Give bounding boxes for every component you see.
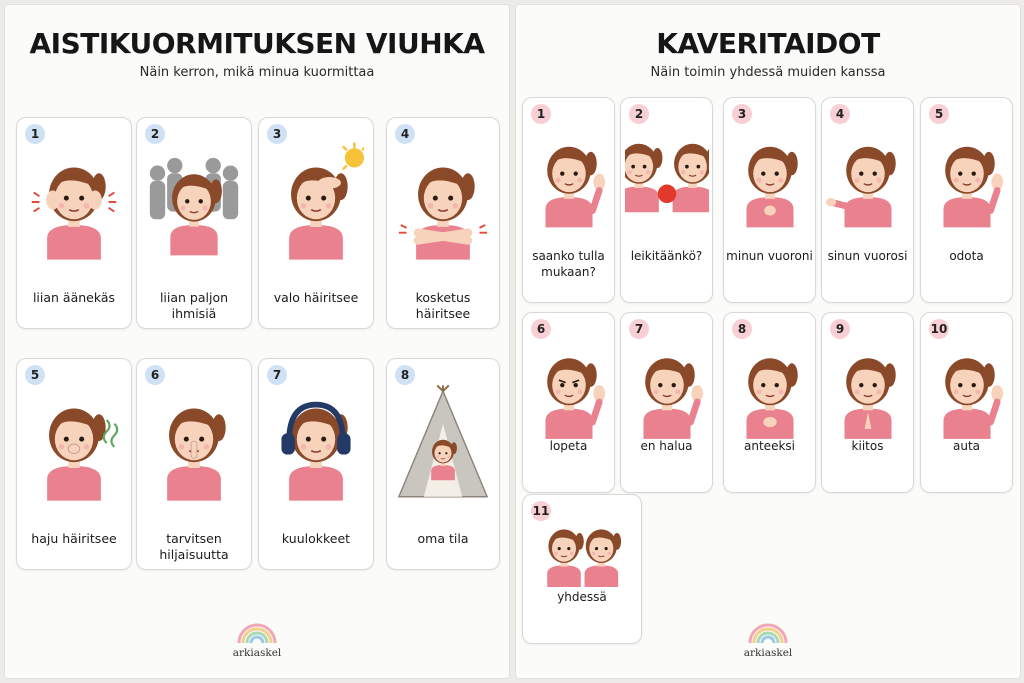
hands-over-ears-icon	[26, 142, 122, 262]
wave-icon	[527, 118, 611, 236]
tent-icon	[395, 383, 491, 503]
card-label: odota	[949, 249, 984, 263]
card-number: 5	[25, 365, 45, 385]
card-number: 9	[830, 319, 850, 339]
smell-icon	[26, 383, 122, 503]
card-number: 4	[830, 104, 850, 124]
poster-title: AISTIKUORMITUKSEN VIUHKA	[29, 27, 485, 60]
card-label: lopeta	[549, 439, 588, 453]
picture-card	[386, 358, 500, 570]
card-number: 7	[267, 365, 287, 385]
card-label: sinun vuorosi	[827, 249, 908, 263]
sorry-icon	[728, 333, 812, 444]
rainbow-icon	[746, 619, 790, 645]
card-number: 5	[929, 104, 949, 124]
picture-card	[920, 312, 1013, 493]
card-number: 3	[732, 104, 752, 124]
picture-card	[620, 312, 713, 493]
card-number: 6	[531, 319, 551, 339]
card-number: 6	[145, 365, 165, 385]
help-icon	[925, 333, 1009, 444]
picture-card	[258, 358, 374, 570]
card-number: 8	[732, 319, 752, 339]
rainbow-icon	[235, 619, 279, 645]
picture-card	[620, 97, 713, 303]
point-self-icon	[728, 118, 812, 236]
picture-card	[136, 117, 252, 329]
logo	[227, 619, 287, 659]
picture-card	[522, 97, 615, 303]
ball-play-icon	[625, 118, 709, 236]
card-label: minun vuoroni	[726, 249, 813, 263]
logo-text: arkiaskel	[743, 647, 793, 659]
poster-subtitle: Näin toimin yhdessä muiden kanssa	[650, 65, 886, 80]
wait-hand-icon	[925, 118, 1009, 236]
logo	[738, 619, 798, 659]
picture-card	[821, 312, 914, 493]
card-label: auta	[952, 439, 981, 453]
card-label: leikitäänkö?	[630, 249, 703, 263]
picture-card	[920, 97, 1013, 303]
refuse-icon	[625, 333, 709, 444]
card-label: saanko tulla mukaan?	[532, 249, 605, 279]
card-label: kiitos	[851, 439, 884, 453]
logo-text: arkiaskel	[232, 647, 282, 659]
panel-sensory	[4, 4, 510, 679]
card-label: liian paljon ihmisiä	[159, 290, 229, 321]
picture-card	[386, 117, 500, 329]
card-label: yhdessä	[557, 590, 607, 604]
card-label: oma tila	[417, 531, 469, 546]
picture-card	[723, 97, 816, 303]
headphones-icon	[268, 383, 364, 503]
card-label: kuulokkeet	[281, 531, 351, 546]
card-label: anteeksi	[744, 439, 795, 453]
card-number: 2	[629, 104, 649, 124]
card-number: 8	[395, 365, 415, 385]
card-label: haju häiritsee	[31, 531, 117, 546]
picture-card	[522, 494, 642, 644]
shush-icon	[146, 383, 242, 503]
poster-subtitle: Näin kerron, mikä minua kuormittaa	[139, 65, 375, 80]
card-number: 2	[145, 124, 165, 144]
card-number: 7	[629, 319, 649, 339]
picture-card	[16, 117, 132, 329]
picture-card	[821, 97, 914, 303]
card-label: valo häiritsee	[273, 290, 359, 305]
card-label: tarvitsen hiljaisuutta	[159, 531, 229, 562]
card-number: 10	[929, 319, 949, 339]
crowd-icon	[146, 142, 242, 262]
card-label: en halua	[640, 439, 693, 453]
panel-friendship	[515, 4, 1021, 679]
together-icon	[540, 515, 624, 595]
crossed-arms-icon	[395, 142, 491, 262]
card-number: 11	[531, 501, 551, 521]
picture-card	[723, 312, 816, 493]
picture-card	[16, 358, 132, 570]
picture-card	[522, 312, 615, 493]
bright-sun-icon	[268, 142, 364, 262]
stop-hand-icon	[527, 333, 611, 444]
card-number: 1	[25, 124, 45, 144]
picture-card	[258, 117, 374, 329]
card-label: liian äänekäs	[32, 290, 116, 305]
card-number: 3	[267, 124, 287, 144]
point-other-icon	[826, 118, 910, 236]
poster-title: KAVERITAIDOT	[656, 27, 880, 60]
card-number: 1	[531, 104, 551, 124]
card-number: 4	[395, 124, 415, 144]
thanks-icon	[826, 333, 910, 444]
picture-card	[136, 358, 252, 570]
card-label: kosketus häiritsee	[415, 290, 471, 321]
